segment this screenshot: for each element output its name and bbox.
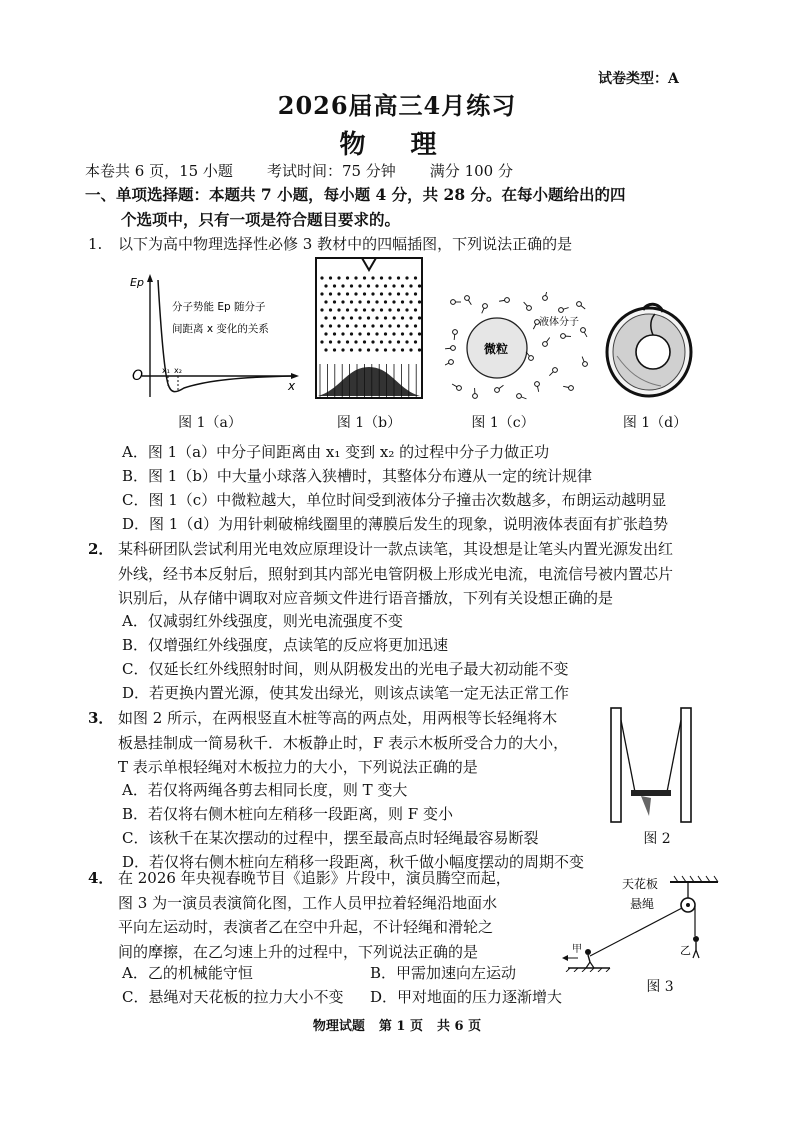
galton-pin bbox=[397, 308, 400, 311]
galton-pin bbox=[358, 300, 361, 303]
question-3-stem bbox=[88, 706, 568, 780]
soap-film-ring bbox=[603, 296, 695, 400]
galton-pin bbox=[397, 292, 400, 295]
galton-pin bbox=[409, 316, 412, 319]
galton-pin bbox=[371, 340, 374, 343]
galton-pin bbox=[346, 308, 349, 311]
molecule-velocity bbox=[499, 385, 504, 388]
galton-pin bbox=[384, 316, 387, 319]
liquid-molecule bbox=[449, 360, 454, 365]
galton-pin bbox=[329, 324, 332, 327]
galton-pin bbox=[346, 324, 349, 327]
liquid-molecule bbox=[505, 298, 510, 303]
person-yi-label: 乙 bbox=[680, 944, 691, 957]
galton-pin bbox=[418, 300, 421, 303]
option-d: D．图 1（d）为用针刺破棉线圈里的薄膜后发生的现象，说明液体表面有扩张趋势 bbox=[122, 515, 668, 533]
galton-pin bbox=[401, 300, 404, 303]
galton-pin bbox=[414, 324, 417, 327]
figure-3 bbox=[560, 872, 720, 972]
galton-pin bbox=[418, 284, 421, 287]
figure-2 bbox=[605, 706, 697, 824]
question-text: 平向左运动时，表演者乙在空中升起，不计轻绳和滑轮之 bbox=[118, 918, 494, 936]
galton-pin bbox=[409, 284, 412, 287]
option-b: B．甲需加速向左运动 bbox=[370, 964, 517, 982]
molecule-velocity bbox=[521, 397, 526, 399]
particle-label: 微粒 bbox=[484, 342, 509, 356]
galton-pin bbox=[409, 332, 412, 335]
option-b: B．仅增强红外线强度，点读笔的反应将更加迅速 bbox=[122, 636, 449, 654]
galton-pin bbox=[397, 340, 400, 343]
galton-pin bbox=[320, 308, 323, 311]
option-c: C．该秋千在某次摆动的过程中，摆至最高点时轻绳最容易断裂 bbox=[122, 829, 539, 847]
option-c: C．图 1（c）中微粒越大，单位时间受到液体分子撞击次数越多，布朗运动越明显 bbox=[122, 491, 667, 509]
question-number: 1. bbox=[88, 235, 103, 253]
question-text: 间的摩擦，在乙匀速上升的过程中，下列说法正确的是 bbox=[118, 942, 479, 961]
ceiling-label: 天花板 bbox=[622, 877, 659, 891]
galton-pin bbox=[350, 300, 353, 303]
liquid-molecule bbox=[569, 386, 574, 391]
option-b: B．若仅将右侧木桩向左稍移一段距离，则 F 变小 bbox=[122, 805, 453, 823]
galton-pin bbox=[324, 348, 327, 351]
question-text: 板悬挂制成一简易秋千．木板静止时，F 表示木板所受合力的大小， bbox=[118, 733, 569, 752]
molecule-velocity bbox=[454, 334, 455, 340]
galton-pin bbox=[405, 292, 408, 295]
galton-pin bbox=[401, 284, 404, 287]
molecule-velocity bbox=[584, 332, 587, 337]
galton-pin bbox=[367, 348, 370, 351]
liquid-molecule bbox=[483, 304, 488, 309]
galton-pin bbox=[380, 340, 383, 343]
galton-pin bbox=[388, 276, 391, 279]
footer-page: 第 1 页 bbox=[378, 1019, 423, 1034]
question-1-stem bbox=[88, 232, 572, 257]
question-text: T 表示单根轻绳对木板拉力的大小，下列说法正确的是 bbox=[118, 758, 478, 776]
question-text: 识别后，从存储中调取对应音频文件进行语音播放，下列有关设想正确的是 bbox=[118, 589, 614, 607]
galton-pin bbox=[375, 300, 378, 303]
galton-pin bbox=[414, 308, 417, 311]
liquid-molecule bbox=[457, 386, 462, 391]
galton-pin bbox=[375, 284, 378, 287]
galton-pin bbox=[341, 300, 344, 303]
galton-pin bbox=[380, 324, 383, 327]
galton-pin bbox=[341, 284, 344, 287]
molecule-velocity bbox=[549, 372, 553, 376]
molecule-velocity bbox=[524, 302, 528, 306]
figure-1b-caption: 图 1（b） bbox=[336, 415, 402, 431]
molecule-velocity bbox=[499, 300, 505, 301]
galton-pin bbox=[337, 308, 340, 311]
galton-pin bbox=[380, 276, 383, 279]
figure-3-caption: 图 3 bbox=[646, 979, 674, 995]
figure-1c-caption: 图 1（c） bbox=[471, 415, 535, 431]
galton-pin bbox=[337, 340, 340, 343]
liquid-molecule bbox=[553, 368, 558, 373]
galton-pin bbox=[329, 308, 332, 311]
galton-pin bbox=[384, 300, 387, 303]
question-text: 外线，经书本反射后，照射到其内部光电管阴极上形成光电流，电流信号被内置芯片 bbox=[118, 564, 674, 583]
galton-pin bbox=[324, 300, 327, 303]
galton-pin bbox=[337, 292, 340, 295]
question-text: 图 3 为一演员表演简化图，工作人员甲拉着轻绳沿地面水 bbox=[118, 893, 498, 912]
galton-pin bbox=[388, 340, 391, 343]
galton-pin bbox=[329, 276, 332, 279]
galton-pin bbox=[341, 332, 344, 335]
galton-pin bbox=[405, 276, 408, 279]
galton-pin bbox=[371, 276, 374, 279]
galton-pin bbox=[371, 292, 374, 295]
galton-pin bbox=[384, 332, 387, 335]
liquid-molecule bbox=[543, 342, 548, 347]
section-line-1: 一、单项选择题：本题共 7 小题，每小题 4 分，共 28 分。在每小题给出的四 bbox=[85, 185, 626, 204]
galton-pin bbox=[354, 292, 357, 295]
footer-total: 共 6 页 bbox=[437, 1019, 482, 1034]
galton-pin bbox=[375, 332, 378, 335]
molecule-velocity bbox=[582, 357, 584, 362]
galton-pin bbox=[324, 332, 327, 335]
liquid-molecule bbox=[517, 394, 522, 399]
galton-pin bbox=[324, 284, 327, 287]
galton-pin bbox=[388, 324, 391, 327]
footer-subject: 物理试题 bbox=[312, 1019, 365, 1034]
galton-pin bbox=[371, 308, 374, 311]
figure-1a bbox=[128, 272, 300, 402]
galton-pin bbox=[367, 284, 370, 287]
figure-1c bbox=[445, 292, 595, 402]
axis-xlabel: x bbox=[288, 379, 296, 393]
galton-pin bbox=[392, 316, 395, 319]
galton-pin bbox=[324, 316, 327, 319]
galton-pin bbox=[401, 332, 404, 335]
galton-pin bbox=[375, 316, 378, 319]
question-number: 2． bbox=[88, 540, 114, 558]
galton-pin bbox=[409, 300, 412, 303]
liquid-molecule bbox=[527, 306, 532, 311]
galton-pin bbox=[333, 316, 336, 319]
galton-pin bbox=[350, 332, 353, 335]
question-text: 在 2026 年央视春晚节目《追影》片段中，演员腾空而起， bbox=[118, 869, 511, 887]
galton-pin bbox=[392, 332, 395, 335]
question-text: 如图 2 所示，在两根竖直木桩等高的两点处，用两根等长轻绳将木 bbox=[118, 709, 558, 727]
galton-pin bbox=[401, 348, 404, 351]
galton-pin bbox=[380, 308, 383, 311]
galton-pin bbox=[333, 348, 336, 351]
liquid-molecule bbox=[465, 296, 470, 301]
galton-pin bbox=[333, 284, 336, 287]
galton-pin bbox=[388, 292, 391, 295]
molecule-velocity bbox=[468, 300, 471, 305]
galton-pin bbox=[414, 276, 417, 279]
galton-pin bbox=[409, 348, 412, 351]
figure-1a-graph bbox=[128, 272, 300, 402]
question-number: 3． bbox=[88, 709, 114, 727]
molecule-velocity bbox=[445, 363, 449, 366]
galton-pin bbox=[341, 348, 344, 351]
galton-pin bbox=[358, 332, 361, 335]
galton-pin bbox=[354, 340, 357, 343]
swing-diagram bbox=[605, 706, 697, 824]
figure-1d bbox=[603, 296, 695, 400]
galton-pin bbox=[380, 292, 383, 295]
galton-pin bbox=[363, 276, 366, 279]
galton-pin bbox=[320, 292, 323, 295]
exam-type: 试卷类型：A bbox=[598, 71, 679, 87]
liquid-molecule bbox=[543, 296, 548, 301]
section-line-2: 个选项中，只有一项是符合题目要求的。 bbox=[121, 210, 401, 229]
galton-pin bbox=[401, 316, 404, 319]
meta-score: 满分 100 分 bbox=[429, 162, 513, 180]
galton-pin bbox=[341, 316, 344, 319]
question-text: 以下为高中物理选择性必修 3 教材中的四幅插图，下列说法正确的是 bbox=[118, 235, 573, 253]
galton-pin bbox=[384, 348, 387, 351]
galton-pin bbox=[414, 340, 417, 343]
person-jia-label: 甲 bbox=[572, 944, 582, 955]
liquid-molecule bbox=[559, 308, 564, 313]
axis-ylabel: Ep bbox=[130, 276, 144, 289]
liquid-molecule bbox=[577, 302, 582, 307]
page-footer bbox=[0, 1015, 794, 1034]
figure-1a-caption: 图 1（a） bbox=[178, 415, 242, 431]
galton-pin bbox=[358, 284, 361, 287]
galton-pin bbox=[367, 316, 370, 319]
galton-pin bbox=[337, 324, 340, 327]
galton-pin bbox=[358, 316, 361, 319]
option-d: D．若更换内置光源，使其发出绿光，则该点读笔一定无法正常工作 bbox=[122, 684, 570, 702]
subject-title: 物 理 bbox=[339, 130, 455, 160]
galton-pin bbox=[418, 332, 421, 335]
axis-origin: O bbox=[132, 368, 144, 384]
figure-1d-caption: 图 1（d） bbox=[622, 415, 688, 431]
galton-pin bbox=[350, 316, 353, 319]
liquid-molecule bbox=[495, 388, 500, 393]
galton-pin bbox=[397, 324, 400, 327]
galton-pin bbox=[346, 276, 349, 279]
option-d: D．甲对地面的压力逐渐增大 bbox=[370, 988, 563, 1006]
liquid-molecule bbox=[535, 382, 540, 387]
galton-pin bbox=[392, 348, 395, 351]
molecule-velocity bbox=[482, 308, 484, 313]
galton-pin bbox=[405, 308, 408, 311]
galton-pin bbox=[354, 324, 357, 327]
galton-pin bbox=[384, 284, 387, 287]
galton-pin bbox=[354, 308, 357, 311]
galton-pin bbox=[388, 308, 391, 311]
liquid-molecule bbox=[583, 362, 588, 367]
galton-pin bbox=[337, 276, 340, 279]
liquid-molecule bbox=[581, 328, 586, 333]
liquid-molecule bbox=[529, 356, 534, 361]
molecule-velocity bbox=[546, 292, 547, 296]
galton-pin bbox=[329, 340, 332, 343]
liquid-molecule bbox=[535, 320, 540, 325]
meta-pages: 本卷共 6 页，15 小题 bbox=[85, 162, 233, 180]
graph-note-2: 间距离 x 变化的关系 bbox=[172, 323, 269, 335]
molecule-velocity bbox=[533, 324, 536, 329]
question-number: 4． bbox=[88, 869, 114, 887]
page-title: 2026届高三4月练习 bbox=[277, 91, 517, 120]
galton-pin bbox=[333, 300, 336, 303]
figure-2-caption: 图 2 bbox=[643, 831, 671, 847]
galton-pin bbox=[418, 316, 421, 319]
option-a: A．若仅将两绳各剪去相同长度，则 T 变大 bbox=[122, 781, 408, 799]
liquid-molecule bbox=[561, 334, 566, 339]
galton-pin bbox=[320, 276, 323, 279]
label-x2: x₂ bbox=[174, 366, 182, 375]
option-b: B．图 1（b）中大量小球落入狭槽时，其整体分布遵从一定的统计规律 bbox=[122, 467, 592, 485]
molecule-velocity bbox=[546, 338, 549, 343]
galton-pin bbox=[392, 300, 395, 303]
option-c: C．仅延长红外线照射时间，则从阴极发出的光电子最大初动能不变 bbox=[122, 660, 569, 678]
pulley-diagram bbox=[560, 872, 720, 972]
galton-pin bbox=[397, 276, 400, 279]
option-c: C．悬绳对天花板的拉力大小不变 bbox=[122, 988, 344, 1006]
brownian-motion bbox=[445, 292, 595, 402]
galton-pin bbox=[363, 340, 366, 343]
liquid-molecule bbox=[453, 330, 458, 335]
galton-pins bbox=[320, 276, 421, 351]
liquid-molecule bbox=[451, 300, 456, 305]
section-heading bbox=[85, 182, 725, 232]
galton-pin bbox=[363, 324, 366, 327]
option-a: A．仅减弱红外线强度，则光电流强度不变 bbox=[122, 612, 403, 630]
galton-pin bbox=[346, 292, 349, 295]
meta-time: 考试时间：75 分钟 bbox=[266, 162, 396, 180]
liquid-molecule bbox=[473, 394, 478, 399]
liquid-molecule bbox=[451, 346, 456, 351]
rope-label: 悬绳 bbox=[630, 897, 655, 911]
galton-pin bbox=[414, 292, 417, 295]
exam-meta bbox=[85, 160, 547, 181]
galton-pin bbox=[405, 324, 408, 327]
option-a: A．图 1（a）中分子间距离由 x₁ 变到 x₂ 的过程中分子力做正功 bbox=[122, 443, 550, 461]
graph-note-1: 分子势能 Ep 随分子 bbox=[172, 301, 266, 313]
molecule-velocity bbox=[452, 384, 457, 387]
molecule-velocity bbox=[563, 308, 568, 310]
galton-pin bbox=[329, 292, 332, 295]
figure-1b bbox=[314, 256, 424, 401]
galton-pin bbox=[363, 308, 366, 311]
galton-pin bbox=[358, 348, 361, 351]
galton-pin bbox=[371, 324, 374, 327]
molecule-velocity bbox=[581, 306, 585, 310]
galton-pin bbox=[320, 340, 323, 343]
question-4-stem bbox=[88, 866, 511, 964]
galton-pin bbox=[346, 340, 349, 343]
galton-pin bbox=[320, 324, 323, 327]
molecule-velocity bbox=[537, 386, 538, 391]
question-text: 某科研团队尝试利用光电效应原理设计一款点读笔，其设想是让笔头内置光源发出红 bbox=[118, 540, 674, 558]
galton-pin bbox=[418, 348, 421, 351]
option-d: D．若仅将右侧木桩向左稍移一段距离，秋千做小幅度摆动的周期不变 bbox=[122, 853, 585, 871]
question-2-stem bbox=[88, 537, 673, 611]
galton-pin bbox=[350, 284, 353, 287]
molecule-label: 液体分子 bbox=[539, 317, 579, 328]
galton-pin bbox=[375, 348, 378, 351]
galton-board bbox=[314, 256, 424, 401]
galton-pin bbox=[354, 276, 357, 279]
molecule-velocity bbox=[563, 386, 568, 387]
galton-pin bbox=[333, 332, 336, 335]
molecule-velocity bbox=[445, 348, 451, 349]
galton-pin bbox=[350, 348, 353, 351]
label-x1: x₁ bbox=[162, 366, 170, 375]
option-a: A．乙的机械能守恒 bbox=[122, 964, 253, 982]
galton-pin bbox=[367, 332, 370, 335]
galton-pin bbox=[405, 340, 408, 343]
galton-pin bbox=[367, 300, 370, 303]
galton-pin bbox=[363, 292, 366, 295]
galton-pin bbox=[392, 284, 395, 287]
